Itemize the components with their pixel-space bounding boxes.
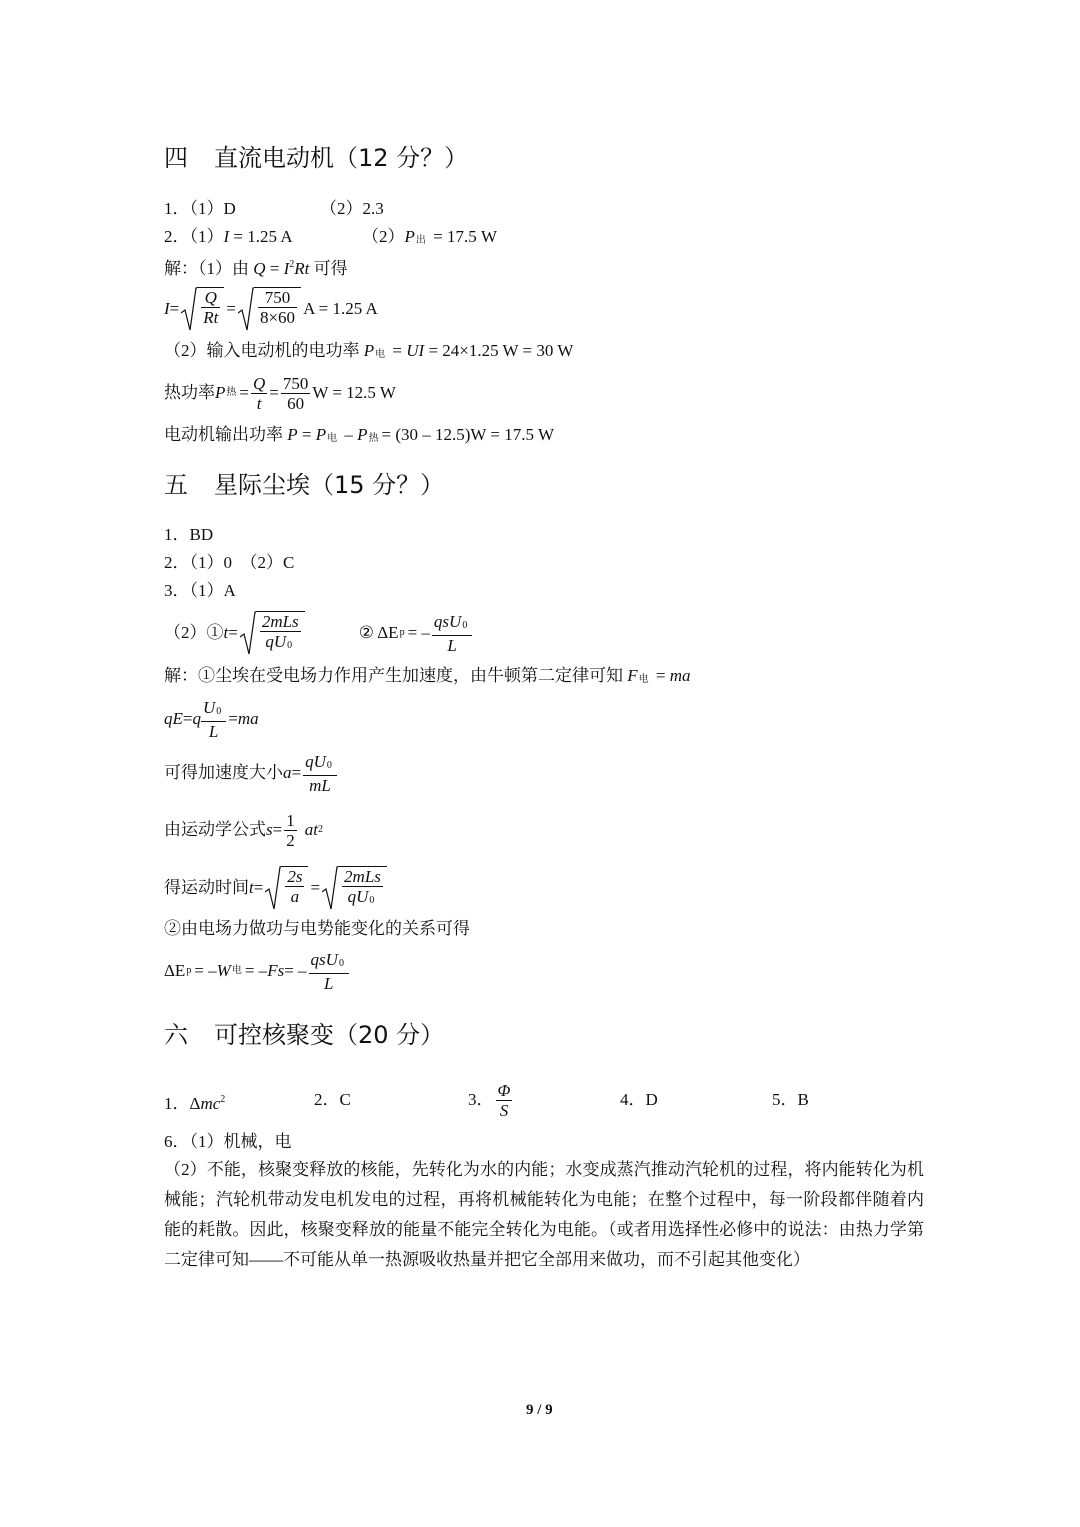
minus: – (340, 425, 358, 444)
symbol-P: P (287, 425, 298, 444)
numerator (432, 612, 472, 636)
symbol-ma: ma (669, 666, 691, 685)
equals: = (269, 383, 279, 402)
fraction (251, 374, 267, 413)
answer-6-1 (164, 1089, 225, 1115)
result: = (30 – 12.5)W = 17.5 W (381, 425, 554, 444)
equals: = (169, 299, 180, 318)
value-I: = 1.25 A (229, 227, 293, 246)
numerator: 2mLs (344, 867, 381, 886)
heat-power-line (164, 371, 396, 415)
equals: = (651, 666, 670, 685)
answer-4-1-part2: （2）2.3 (320, 199, 384, 218)
section-6-heading (164, 1020, 444, 1050)
symbol-P: P (357, 425, 368, 444)
formula-time (164, 864, 389, 912)
section-5-number: 五 (164, 471, 188, 499)
equals-minus: = – (407, 623, 430, 642)
equals-minus: = – (284, 961, 307, 980)
superscript: 2 (289, 259, 295, 270)
symbol-P: P (404, 227, 415, 246)
fraction (432, 612, 472, 655)
superscript: 2 (220, 1094, 226, 1105)
equals: = (297, 425, 316, 444)
denominator: 2 (286, 830, 295, 850)
symbol-t: t (249, 878, 254, 897)
equals: = (272, 820, 283, 839)
symbol-at: at (304, 820, 318, 839)
solution-5-1 (164, 665, 691, 691)
input-power-text: （2）输入电动机的电功率 (164, 341, 364, 360)
sqrt-sign (181, 287, 224, 331)
subscript: p (399, 627, 405, 638)
symbol-F: F (627, 666, 638, 685)
section-6-title: 可控核聚变（20 分） (214, 1021, 445, 1049)
time-label: 得运动时间 (164, 878, 249, 897)
denominator (260, 632, 301, 655)
output-power-line (164, 424, 554, 450)
solution-tail-text: 可得 (309, 259, 348, 278)
subscript: 0 (369, 895, 375, 906)
subscript-electric: 电 (375, 349, 386, 360)
answer-5-3-2 (164, 609, 474, 657)
answer-5-2: 2．（1）0 （2）C (164, 553, 295, 572)
formula-current (164, 285, 378, 333)
answer-6-3 (468, 1078, 514, 1122)
answer-6-1-label: 1．Δ (164, 1094, 201, 1113)
denominator: L (447, 635, 457, 655)
numerator: 750 (282, 373, 309, 393)
result: = 24×1.25 W = 30 W (424, 341, 574, 360)
equals: = (228, 623, 238, 642)
answer-6-5: 5．B (772, 1090, 809, 1109)
subscript: 0 (338, 957, 344, 969)
section-4-number: 四 (164, 144, 188, 172)
output-power-label: 电动机输出功率 (164, 425, 288, 444)
answer-4-2b (362, 226, 497, 252)
denominator-text: qU (347, 887, 369, 906)
subscript-heat: 热 (226, 387, 237, 398)
sqrt-sign (240, 611, 305, 655)
symbol-UI: UI (406, 341, 425, 360)
answer-6-2: 2．C (314, 1090, 351, 1109)
subscript-heat: 热 (368, 433, 379, 444)
equals: = (239, 383, 249, 402)
fraction (342, 867, 383, 910)
result: A = 1.25 A (303, 299, 378, 318)
subscript-electric: 电 (638, 674, 649, 685)
symbol-s: s (266, 820, 273, 839)
fraction (285, 867, 304, 906)
denominator: a (290, 887, 300, 906)
heat-power-label: 热功率 (164, 383, 215, 402)
symbol-t: t (223, 623, 229, 642)
numerator-text: qsU (310, 949, 338, 969)
answer-4-1 (164, 198, 236, 220)
answer-4-2-label: 2．（1） (164, 227, 224, 246)
numerator: 1 (286, 810, 295, 830)
symbol-ma: ma (237, 709, 259, 728)
symbol-a: a (283, 763, 292, 782)
denominator: mL (309, 775, 331, 795)
formula-acceleration (164, 751, 339, 795)
symbol-Rt: Rt (294, 259, 310, 278)
numerator: Q (252, 373, 266, 393)
subscript: 0 (326, 759, 332, 771)
section-4-heading (164, 143, 468, 173)
equals: = (226, 299, 236, 318)
equals-minus: = – (194, 961, 217, 980)
denominator: t (256, 393, 262, 413)
acceleration-label: 可得加速度大小 (164, 763, 283, 782)
subscript-electric: 电 (231, 965, 242, 976)
equals: = (388, 341, 407, 360)
fraction (260, 612, 301, 655)
answer-label: （2）① (164, 623, 224, 642)
symbol-P: P (215, 383, 226, 402)
numerator: Q (201, 288, 220, 308)
fraction (496, 1081, 513, 1120)
answer-4-2 (164, 226, 293, 248)
symbol-q: q (192, 709, 201, 728)
fraction (201, 698, 226, 741)
subscript: p (186, 965, 192, 976)
numerator: 750 (258, 288, 297, 308)
relation-text: ②由电场力做功与电势能变化的关系可得 (164, 919, 470, 938)
superscript: 2 (317, 824, 323, 835)
section-6-number: 六 (164, 1021, 188, 1049)
equals: = (310, 878, 321, 897)
equals: = (291, 763, 302, 782)
denominator: L (208, 721, 219, 741)
sqrt-sign (238, 287, 301, 331)
symbol-W: W (216, 961, 231, 980)
subscript: 0 (462, 619, 468, 631)
answer-6-6-1: 6．（1）机械，电 (164, 1132, 292, 1151)
answer-4-1b (320, 198, 384, 220)
equals: = (253, 878, 264, 897)
equals: = (265, 259, 284, 278)
formula-kinematics (164, 808, 323, 852)
fraction (284, 811, 297, 850)
solution-text: 解：①尘埃在受电场力作用产生加速度，由牛顿第二定律可知 (164, 666, 628, 685)
equals-minus: = – (244, 961, 268, 980)
denominator-text: qU (265, 632, 287, 651)
subscript: 0 (216, 705, 222, 717)
numerator (201, 698, 226, 722)
subscript-out: 出 (415, 235, 426, 246)
fraction (303, 752, 337, 795)
kinematics-label: 由运动学公式 (164, 820, 266, 839)
formula-delta-ep (164, 949, 351, 993)
solution-intro-text: 解：（1）由 (164, 259, 254, 278)
input-power-line (164, 340, 573, 366)
denominator (342, 887, 383, 910)
answer-4-1-part1: 1．（1）D (164, 199, 236, 218)
numerator: Φ (497, 1080, 511, 1100)
fraction (258, 288, 297, 327)
answer-5-3: 3．（1）A (164, 581, 236, 600)
equals: = (182, 709, 193, 728)
numerator-text: qU (305, 751, 326, 771)
symbol-P: P (363, 341, 375, 360)
denominator: L (324, 973, 334, 993)
denominator: 8×60 (259, 308, 296, 327)
denominator: Rt (203, 308, 219, 327)
section-4-title: 直流电动机（12 分？） (214, 144, 469, 172)
section-5-title: 星际尘埃（15 分？） (214, 471, 445, 499)
answer-6-6-2: （2）不能，核聚变释放的核能，先转化为水的内能；水变成蒸汽推动汽轮机的过程，将内能转化为机械能；汽轮机带动发电机发电的过程，再将机械能转化为电能；在整个过程中，每一阶段都伴随着内能的耗散。因此，核聚变释放的能量不能完全转化为电能。（或者用选择性必修中的说法：由热力学第二定律可知——不可能从单一热源吸收热量并把它全部用来做功，而不引起其他变化） (164, 1160, 924, 1269)
formula-qE (164, 697, 259, 741)
numerator-text: U (202, 697, 216, 717)
sqrt-sign (265, 866, 308, 910)
subscript: 0 (287, 640, 293, 651)
answer-6-3-label: 3． (468, 1090, 494, 1109)
symbol-qE: qE (164, 709, 183, 728)
delta-ep: ② ΔE (358, 623, 399, 642)
delta-ep: ΔE (164, 961, 186, 980)
fraction (309, 950, 349, 993)
equals: = (228, 709, 238, 728)
symbol-Q: Q (253, 259, 266, 278)
numerator (303, 752, 337, 776)
value-P: = 17.5 W (428, 227, 498, 246)
symbol-mc: mc (200, 1094, 221, 1113)
numerator: 2mLs (261, 612, 299, 631)
answer-5-1: 1．BD (164, 525, 214, 544)
symbol-Fs: Fs (267, 961, 285, 980)
subscript-electric: 电 (327, 433, 338, 444)
numerator: 2s (287, 867, 303, 886)
fraction (201, 288, 220, 327)
denominator: S (499, 1100, 509, 1120)
symbol-I: I (283, 259, 290, 278)
answer-6-4: 4．D (620, 1090, 658, 1109)
answer-4-2b-label: （2） (362, 227, 405, 246)
fraction (281, 374, 311, 413)
page-number: 9 / 9 (526, 1402, 553, 1418)
numerator-text: qsU (433, 611, 462, 631)
symbol-I: I (164, 299, 170, 318)
sqrt-sign (322, 866, 387, 910)
symbol-P: P (315, 425, 327, 444)
symbol-I: I (223, 227, 230, 246)
section-5-heading (164, 470, 444, 500)
result: W = 12.5 W (312, 383, 396, 402)
solution-4-intro (164, 254, 348, 280)
numerator (309, 950, 349, 974)
denominator: 60 (287, 393, 305, 413)
